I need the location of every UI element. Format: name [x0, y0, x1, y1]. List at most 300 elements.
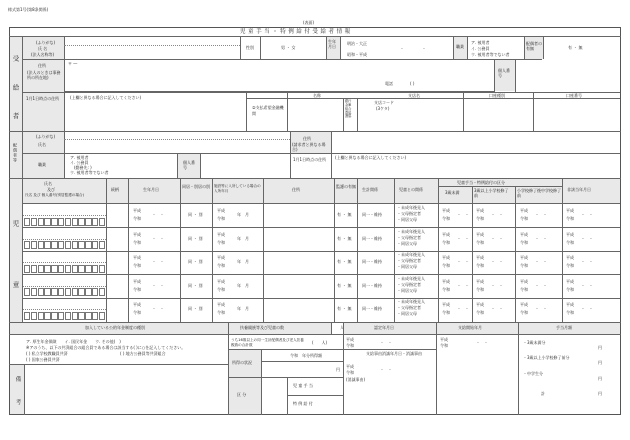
child-personal-no-box[interactable]	[72, 312, 78, 320]
child-birth-date[interactable]: ・ ・	[152, 259, 164, 265]
child-address-field[interactable]	[264, 229, 334, 250]
spouse-personal-no-label: 個人番号	[183, 160, 195, 171]
child-personal-no-box[interactable]	[78, 265, 84, 273]
address-sub: (法人のときは事務所の所在地)	[27, 70, 61, 80]
child-personal-no-box[interactable]	[51, 218, 57, 226]
form-subtitle: (表面)	[303, 20, 315, 25]
child-kind-a[interactable]: ・未成年後見人	[397, 299, 425, 305]
child-personal-no-box[interactable]	[92, 288, 98, 296]
form-id: 様式第1号(第8条関係)	[8, 7, 49, 12]
child-to-grad-date[interactable]: ・ ・	[491, 282, 503, 288]
child-to-grad-era-h: 平成	[476, 278, 484, 284]
child-personal-no-box[interactable]	[58, 312, 64, 320]
change-date[interactable]: ・ ・	[380, 367, 392, 372]
child-jhs-era-h: 平成	[520, 278, 528, 284]
child-disabled-flag[interactable]: 有 ・ 無	[337, 282, 352, 288]
child-special-date[interactable]: ・ ・	[581, 259, 593, 265]
col-special: 非該当年月日	[567, 187, 591, 192]
child-personal-no-box[interactable]	[44, 312, 50, 320]
recipient-name-field[interactable]	[64, 37, 240, 59]
change-era-r: 令和	[346, 370, 354, 375]
child-personal-no-box[interactable]	[38, 288, 44, 296]
address-field[interactable]	[64, 60, 494, 92]
child-to-grad-era-r: 令和	[476, 286, 484, 292]
child-to-grad-era-h: 平成	[476, 255, 484, 261]
child-personal-no-box[interactable]	[78, 288, 84, 296]
child-under3-era-h: 平成	[442, 255, 450, 261]
count-unit: 人	[340, 325, 344, 330]
insurance-header: 加入している公的年金制度の種別	[85, 325, 145, 330]
child-name-field[interactable]	[23, 276, 105, 285]
child-under3-era-r: 令和	[442, 286, 450, 292]
child-facility-era-h: 平成	[217, 302, 225, 308]
child-name-field[interactable]	[23, 205, 105, 214]
col-relation: 続柄	[111, 187, 119, 192]
bank-name-col: 名称	[313, 93, 321, 98]
insurance-list-c[interactable]: ( ) 国家公務員共済	[26, 357, 60, 362]
child-address-field[interactable]	[264, 276, 334, 297]
pay-under3-yen: 円	[598, 345, 602, 350]
child-personal-no-box[interactable]	[72, 288, 78, 296]
child-personal-no-box[interactable]	[92, 241, 98, 249]
reason-era-r: 令和	[440, 343, 448, 348]
change-note: (消滅事由)	[346, 377, 366, 382]
child-personal-no-box[interactable]	[24, 312, 30, 320]
child-together[interactable]: 同 ・ 別	[188, 212, 203, 217]
col-birth: 生年月日	[143, 187, 159, 192]
decision-header: 認定年月日	[374, 325, 394, 330]
child-to-grad-date[interactable]: ・ ・	[491, 212, 503, 217]
class-a: 児 童 手 当	[293, 383, 313, 388]
child-under3-era-h: 平成	[442, 278, 450, 284]
child-facility-era-h: 平成	[217, 231, 225, 237]
recipient-furigana-label: (ふりがな)	[36, 40, 56, 45]
child-personal-no-box[interactable]	[99, 312, 105, 320]
personal-no-label: 個人番号	[498, 68, 510, 79]
recipient-name-sub: (法人名称等)	[31, 52, 55, 57]
child-livelihood[interactable]: 同一・維持	[362, 259, 382, 265]
child-jhs-era-h: 平成	[520, 231, 528, 237]
spouse-flag-value[interactable]: 有 ・ 無	[568, 45, 583, 50]
child-name-field[interactable]	[23, 229, 105, 238]
child-under3-era-h: 平成	[442, 231, 450, 237]
child-personal-no-box[interactable]	[24, 241, 30, 249]
class-b: 特 例 給 付	[293, 401, 313, 406]
child-personal-no-box[interactable]	[58, 241, 64, 249]
child-personal-no-box[interactable]	[72, 241, 78, 249]
col-under3: 3歳未満	[445, 190, 460, 195]
job-option-a[interactable]: ア. 被用者	[471, 40, 490, 45]
child-personal-no-box[interactable]	[72, 265, 78, 273]
count-paren[interactable]: ( 人)	[312, 340, 328, 345]
child-birth-date[interactable]: ・ ・	[152, 212, 164, 217]
child-to-grad-era-r: 令和	[476, 263, 484, 269]
income-field[interactable]	[262, 362, 332, 376]
child-personal-no-box[interactable]	[65, 265, 71, 273]
child-jhs-era-h: 平成	[520, 255, 528, 261]
spouse-job-b[interactable]: イ. 公務員	[70, 160, 89, 165]
child-kind-b[interactable]: ・父母指定者	[397, 258, 421, 264]
decision-era-h: 平成	[346, 337, 354, 342]
child-personal-no-box[interactable]	[85, 218, 91, 226]
remarks-field[interactable]	[24, 365, 228, 414]
child-disabled-flag[interactable]: 有 ・ 無	[337, 212, 352, 217]
child-special-era-r: 令和	[566, 286, 574, 292]
child-personal-no-box[interactable]	[65, 241, 71, 249]
child-special-date[interactable]: ・ ・	[581, 282, 593, 288]
col-disabled: 監護の有無	[336, 184, 356, 189]
children-section-label: 児 童	[11, 220, 20, 314]
era-b: 昭和・平成	[347, 52, 367, 57]
insurance-list-b[interactable]: ( ) 地方公務員等共済組合	[120, 351, 166, 356]
child-kind-c[interactable]: ・同居父母	[397, 240, 417, 246]
child-personal-no-box[interactable]	[31, 218, 37, 226]
account-type-col: 口座種別	[489, 93, 505, 98]
child-special-era-r: 令和	[566, 310, 574, 316]
reason-header: 支給開始年月	[458, 325, 482, 330]
spouse-jan1-label: 1月1日時点の住所	[293, 157, 327, 162]
child-facility-era-h: 平成	[217, 278, 225, 284]
child-kind-b[interactable]: ・父母指定者	[397, 234, 421, 240]
spouse-furigana-label: (ふりがな)	[36, 134, 56, 139]
child-personal-no-box[interactable]	[24, 288, 30, 296]
child-address-field[interactable]	[264, 252, 334, 273]
child-special-era-r: 令和	[566, 216, 574, 221]
job-option-c[interactable]: ウ. 被用者等でない者	[471, 52, 510, 57]
child-facility-era-r: 令和	[217, 310, 225, 316]
child-personal-no-box[interactable]	[38, 312, 44, 320]
col-benefit-group: 児童手当・特例給付の区分	[457, 180, 505, 185]
jan1-label: 1月1日時点の住所	[26, 96, 60, 101]
child-personal-no-box[interactable]	[31, 241, 37, 249]
child-personal-no-box[interactable]	[58, 265, 64, 273]
child-jhs-era-h: 平成	[520, 208, 528, 213]
child-era-r: 令和	[133, 286, 141, 292]
branch-field[interactable]	[357, 99, 463, 130]
bank-name-field[interactable]	[287, 99, 343, 130]
child-personal-no-box[interactable]	[58, 218, 64, 226]
form-title: 児 童 手 当 ・ 特 例 給 付 受 給 者 情 報	[240, 28, 351, 35]
child-together[interactable]: 同 ・ 別	[188, 259, 203, 265]
child-livelihood[interactable]: 同一・維持	[362, 212, 382, 217]
child-disabled-flag[interactable]: 有 ・ 無	[337, 259, 352, 265]
child-under3-era-r: 令和	[442, 239, 450, 245]
child-personal-no-box[interactable]	[92, 218, 98, 226]
child-birth-date[interactable]: ・ ・	[152, 306, 164, 312]
child-personal-no-box[interactable]	[85, 288, 91, 296]
child-personal-no-box[interactable]	[85, 265, 91, 273]
child-special-era-h: 平成	[566, 255, 574, 261]
child-personal-no-box[interactable]	[92, 265, 98, 273]
child-disabled-flag[interactable]: 有 ・ 無	[337, 306, 352, 312]
child-name-field[interactable]	[23, 252, 105, 261]
reason-era-h: 平成	[440, 337, 448, 342]
child-special-date[interactable]: ・ ・	[581, 306, 593, 312]
child-kind-b[interactable]: ・父母指定者	[397, 281, 421, 287]
child-facility-ym[interactable]: 年 月	[237, 235, 249, 241]
job-label: 職業	[456, 44, 464, 49]
gender-value[interactable]: 男 ・ 女	[281, 45, 296, 50]
recipient-name-label: 氏 名	[38, 46, 48, 51]
change-label: 支給事由消滅年月日・消滅事由	[366, 351, 422, 356]
child-era-h: 平成	[133, 302, 141, 308]
child-personal-no-box[interactable]	[44, 288, 50, 296]
child-under3-date[interactable]: ・ ・	[457, 212, 469, 217]
postal-mark: 〒 ―	[68, 61, 78, 66]
child-jhs-date[interactable]: ・ ・	[535, 212, 547, 217]
child-personal-no-box[interactable]	[92, 312, 98, 320]
child-to-grad-era-r: 令和	[476, 310, 484, 316]
child-personal-no-box[interactable]	[51, 288, 57, 296]
child-kind-c[interactable]: ・同居父母	[397, 264, 417, 270]
insurance-note: ※アのうち、以下の共済組合の組合員である場合は該当する( )に○を記入してください。	[26, 345, 186, 350]
child-to-grad-era-h: 平成	[476, 208, 484, 213]
child-personal-no-box[interactable]	[38, 265, 44, 273]
child-personal-no-box[interactable]	[65, 288, 71, 296]
child-personal-no-box[interactable]	[44, 265, 50, 273]
child-livelihood[interactable]: 同一・維持	[362, 235, 382, 241]
child-name-divider	[23, 262, 106, 263]
child-kind-c[interactable]: ・同居父母	[397, 287, 417, 293]
child-name-field[interactable]	[23, 299, 105, 308]
spouse-personal-no-field[interactable]	[200, 154, 290, 178]
pay-under3: ・3歳未満分	[523, 340, 546, 345]
decision-era-r: 令和	[346, 343, 354, 348]
child-personal-no-box[interactable]	[78, 218, 84, 226]
spouse-name-field[interactable]	[64, 132, 290, 153]
col-relation-kind: 児童との関係	[399, 187, 423, 192]
child-era-r: 令和	[133, 263, 141, 269]
child-under3-date[interactable]: ・ ・	[457, 306, 469, 312]
col-together: 同居・別居の別	[182, 184, 210, 189]
child-under3-era-h: 平成	[442, 302, 450, 308]
child-under3-date[interactable]: ・ ・	[457, 235, 469, 241]
birth-dots: ・・	[400, 46, 444, 51]
child-facility-ym[interactable]: 年 月	[237, 306, 249, 312]
reason-date[interactable]: ・ ・	[476, 340, 488, 345]
spouse-jan1-field[interactable]	[331, 154, 620, 178]
child-under3-era-h: 平成	[442, 208, 450, 213]
child-to-grad-date[interactable]: ・ ・	[491, 259, 503, 265]
child-personal-no-box[interactable]	[99, 265, 105, 273]
spouse-address-label: 住所	[303, 136, 311, 141]
pay-jhs-yen: 円	[598, 376, 602, 381]
child-livelihood[interactable]: 同一・維持	[362, 282, 382, 288]
account-number-col: 口座番号	[566, 93, 582, 98]
child-jhs-date[interactable]: ・ ・	[535, 259, 547, 265]
child-special-era-r: 令和	[566, 263, 574, 269]
child-jhs-era-r: 令和	[520, 239, 528, 245]
child-era-h: 平成	[133, 231, 141, 237]
era-a: 明治・大正	[347, 41, 367, 46]
child-kind-c[interactable]: ・同居父母	[397, 217, 417, 222]
count-header: 扶養親族等及び児童の数	[240, 325, 284, 330]
child-to-grad-era-h: 平成	[476, 302, 484, 308]
child-to-grad-era-h: 平成	[476, 231, 484, 237]
job-option-b[interactable]: イ. 公務員	[471, 46, 490, 51]
col-livelihood: 生計関係	[362, 187, 378, 192]
child-personal-no-box[interactable]	[85, 312, 91, 320]
birth-label: 生年月日	[328, 39, 336, 49]
child-personal-no-box[interactable]	[24, 265, 30, 273]
branch-code-sub: (3ケタ)	[376, 106, 390, 111]
child-era-r: 令和	[133, 216, 141, 221]
address-label: 住所	[38, 63, 46, 68]
spouse-job-c[interactable]: ウ. 被用者等でない者	[70, 170, 109, 175]
child-personal-no-box[interactable]	[78, 312, 84, 320]
jan1-field[interactable]	[64, 93, 246, 130]
child-jhs-date[interactable]: ・ ・	[535, 235, 547, 241]
pay-to-grad: ・3歳以上小学校修了前分	[523, 355, 570, 360]
spouse-flag-label: 配偶者の有無	[526, 41, 542, 51]
child-facility-era-h: 平成	[217, 208, 225, 213]
income-yen: 円	[336, 367, 340, 372]
pay-total-yen: 円	[598, 391, 602, 396]
child-special-era-h: 平成	[566, 302, 574, 308]
branch-code-label: 支店コード	[374, 100, 394, 105]
child-jhs-date[interactable]: ・ ・	[535, 282, 547, 288]
child-kind-a[interactable]: ・未成年後見人	[397, 228, 425, 234]
child-jhs-era-r: 令和	[520, 263, 528, 269]
child-personal-no-box[interactable]	[78, 241, 84, 249]
child-personal-no-box[interactable]	[99, 288, 105, 296]
child-facility-ym[interactable]: 年 月	[237, 282, 249, 288]
child-facility-ym[interactable]: 年 月	[237, 259, 249, 265]
child-disabled-flag[interactable]: 有 ・ 無	[337, 235, 352, 241]
child-personal-no-box[interactable]	[58, 288, 64, 296]
col-address: 住所	[292, 187, 300, 192]
child-jhs-era-h: 平成	[520, 302, 528, 308]
child-personal-no-box[interactable]	[24, 218, 30, 226]
child-together[interactable]: 同 ・ 別	[188, 282, 203, 288]
child-facility-era-r: 令和	[217, 286, 225, 292]
child-personal-no-box[interactable]	[72, 218, 78, 226]
child-to-grad-date[interactable]: ・ ・	[491, 235, 503, 241]
spouse-address-sub: (請求者と異なる場合)	[292, 142, 326, 152]
child-personal-no-box[interactable]	[31, 265, 37, 273]
child-to-grad-era-r: 令和	[476, 216, 484, 221]
child-personal-no-box[interactable]	[31, 312, 37, 320]
child-personal-no-box[interactable]	[99, 241, 105, 249]
col-name-and: 及び	[47, 187, 55, 192]
count-note: うち16歳以上の同一生計配偶者及び老人扶養親族の合計数	[231, 338, 304, 347]
child-birth-date[interactable]: ・ ・	[152, 235, 164, 241]
child-jhs-era-r: 令和	[520, 310, 528, 316]
child-jhs-era-r: 令和	[520, 286, 528, 292]
child-era-h: 平成	[133, 278, 141, 284]
jan1-note: (上欄と異なる場合に記入してください)	[70, 95, 142, 100]
spouse-address-field[interactable]	[331, 132, 620, 153]
child-personal-no-box[interactable]	[38, 241, 44, 249]
change-era-h: 平成	[346, 364, 354, 369]
account-number-field[interactable]	[533, 99, 620, 130]
child-special-date[interactable]: ・ ・	[581, 212, 593, 217]
child-kind-c[interactable]: ・同居父母	[397, 311, 417, 317]
child-personal-no-box[interactable]	[65, 218, 71, 226]
pay-header: 手当月額	[556, 325, 572, 330]
child-era-h: 平成	[133, 255, 141, 261]
child-together[interactable]: 同 ・ 別	[188, 235, 203, 241]
child-to-grad-date[interactable]: ・ ・	[491, 306, 503, 312]
child-personal-no-box[interactable]	[44, 241, 50, 249]
child-personal-no-box[interactable]	[99, 218, 105, 226]
spouse-name-label: 氏名	[38, 142, 46, 147]
decision-date[interactable]: ・ ・	[380, 340, 392, 345]
col-name-sub: 氏名 及び 個人番号(別居監護の場合)	[25, 193, 84, 197]
child-personal-no-box[interactable]	[85, 241, 91, 249]
account-type-field[interactable]	[463, 99, 533, 130]
child-personal-no-box[interactable]	[31, 288, 37, 296]
phone-label: 電話	[385, 81, 393, 86]
col-facility: 施設等に入所している場合の入所年月	[214, 184, 261, 193]
gender-label: 性別	[246, 45, 254, 50]
child-name-divider	[23, 286, 106, 287]
pay-to-grad-yen: 円	[598, 360, 602, 365]
child-under3-date[interactable]: ・ ・	[457, 282, 469, 288]
spouse-section-label: 配偶者等	[13, 143, 18, 163]
child-facility-era-r: 令和	[217, 216, 225, 221]
child-special-era-h: 平成	[566, 231, 574, 237]
class-label: 区 分	[237, 392, 247, 397]
child-kind-b[interactable]: ・父母指定者	[397, 211, 421, 216]
child-personal-no-box[interactable]	[51, 265, 57, 273]
child-address-field[interactable]	[264, 205, 334, 226]
child-kind-a[interactable]: ・未成年後見人	[397, 205, 425, 210]
child-facility-era-r: 令和	[217, 239, 225, 245]
bank-section-label: ②支払希望金融機関	[252, 105, 284, 116]
pay-total: 計	[541, 391, 545, 396]
child-address-field[interactable]	[264, 299, 334, 320]
child-era-r: 令和	[133, 239, 141, 245]
child-jhs-era-r: 令和	[520, 216, 528, 221]
insurance-list-a[interactable]: ( ) 私立学校教職員共済	[26, 351, 68, 356]
child-together[interactable]: 同 ・ 別	[188, 306, 203, 312]
child-jhs-date[interactable]: ・ ・	[535, 306, 547, 312]
child-birth-date[interactable]: ・ ・	[152, 282, 164, 288]
col-name: 氏名	[44, 181, 52, 186]
child-under3-date[interactable]: ・ ・	[457, 259, 469, 265]
child-personal-no-box[interactable]	[38, 218, 44, 226]
personal-no-field[interactable]	[515, 60, 620, 91]
child-special-era-h: 平成	[566, 208, 574, 213]
child-special-date[interactable]: ・ ・	[581, 235, 593, 241]
child-kind-b[interactable]: ・父母指定者	[397, 305, 421, 311]
income-label: 所得の状況	[232, 360, 252, 365]
child-facility-ym[interactable]: 年 月	[237, 212, 249, 217]
child-under3-era-r: 令和	[442, 310, 450, 316]
child-personal-no-box[interactable]	[44, 218, 50, 226]
child-personal-no-box[interactable]	[65, 312, 71, 320]
child-special-era-h: 平成	[566, 278, 574, 284]
child-livelihood[interactable]: 同一・維持	[362, 306, 382, 312]
child-era-h: 平成	[133, 208, 141, 213]
spouse-job-a[interactable]: ア. 被用者	[70, 155, 89, 160]
child-to-grad-era-r: 令和	[476, 239, 484, 245]
child-kind-a[interactable]: ・未成年後見人	[397, 252, 425, 258]
insurance-options[interactable]: ア. 厚生年金保険 イ. 国民年金 ウ. その他( )	[26, 339, 121, 344]
col-to-grad: 3歳以上小学校修了前	[474, 188, 509, 198]
branch-col: 支店名	[408, 93, 420, 98]
child-kind-a[interactable]: ・未成年後見人	[397, 275, 425, 281]
child-facility-era-r: 令和	[217, 263, 225, 269]
spouse-jan1-note: (上欄と異なる場合に記入してください)	[335, 155, 407, 160]
col-jhs: 小学校修了後中学校修了前	[517, 188, 561, 198]
spouse-job-place: (勤務先: )	[74, 165, 92, 170]
child-personal-no-box[interactable]	[51, 312, 57, 320]
child-personal-no-box[interactable]	[51, 241, 57, 249]
pay-jhs: ・中学生分	[523, 371, 543, 376]
phone-field[interactable]: ( )	[410, 81, 415, 86]
